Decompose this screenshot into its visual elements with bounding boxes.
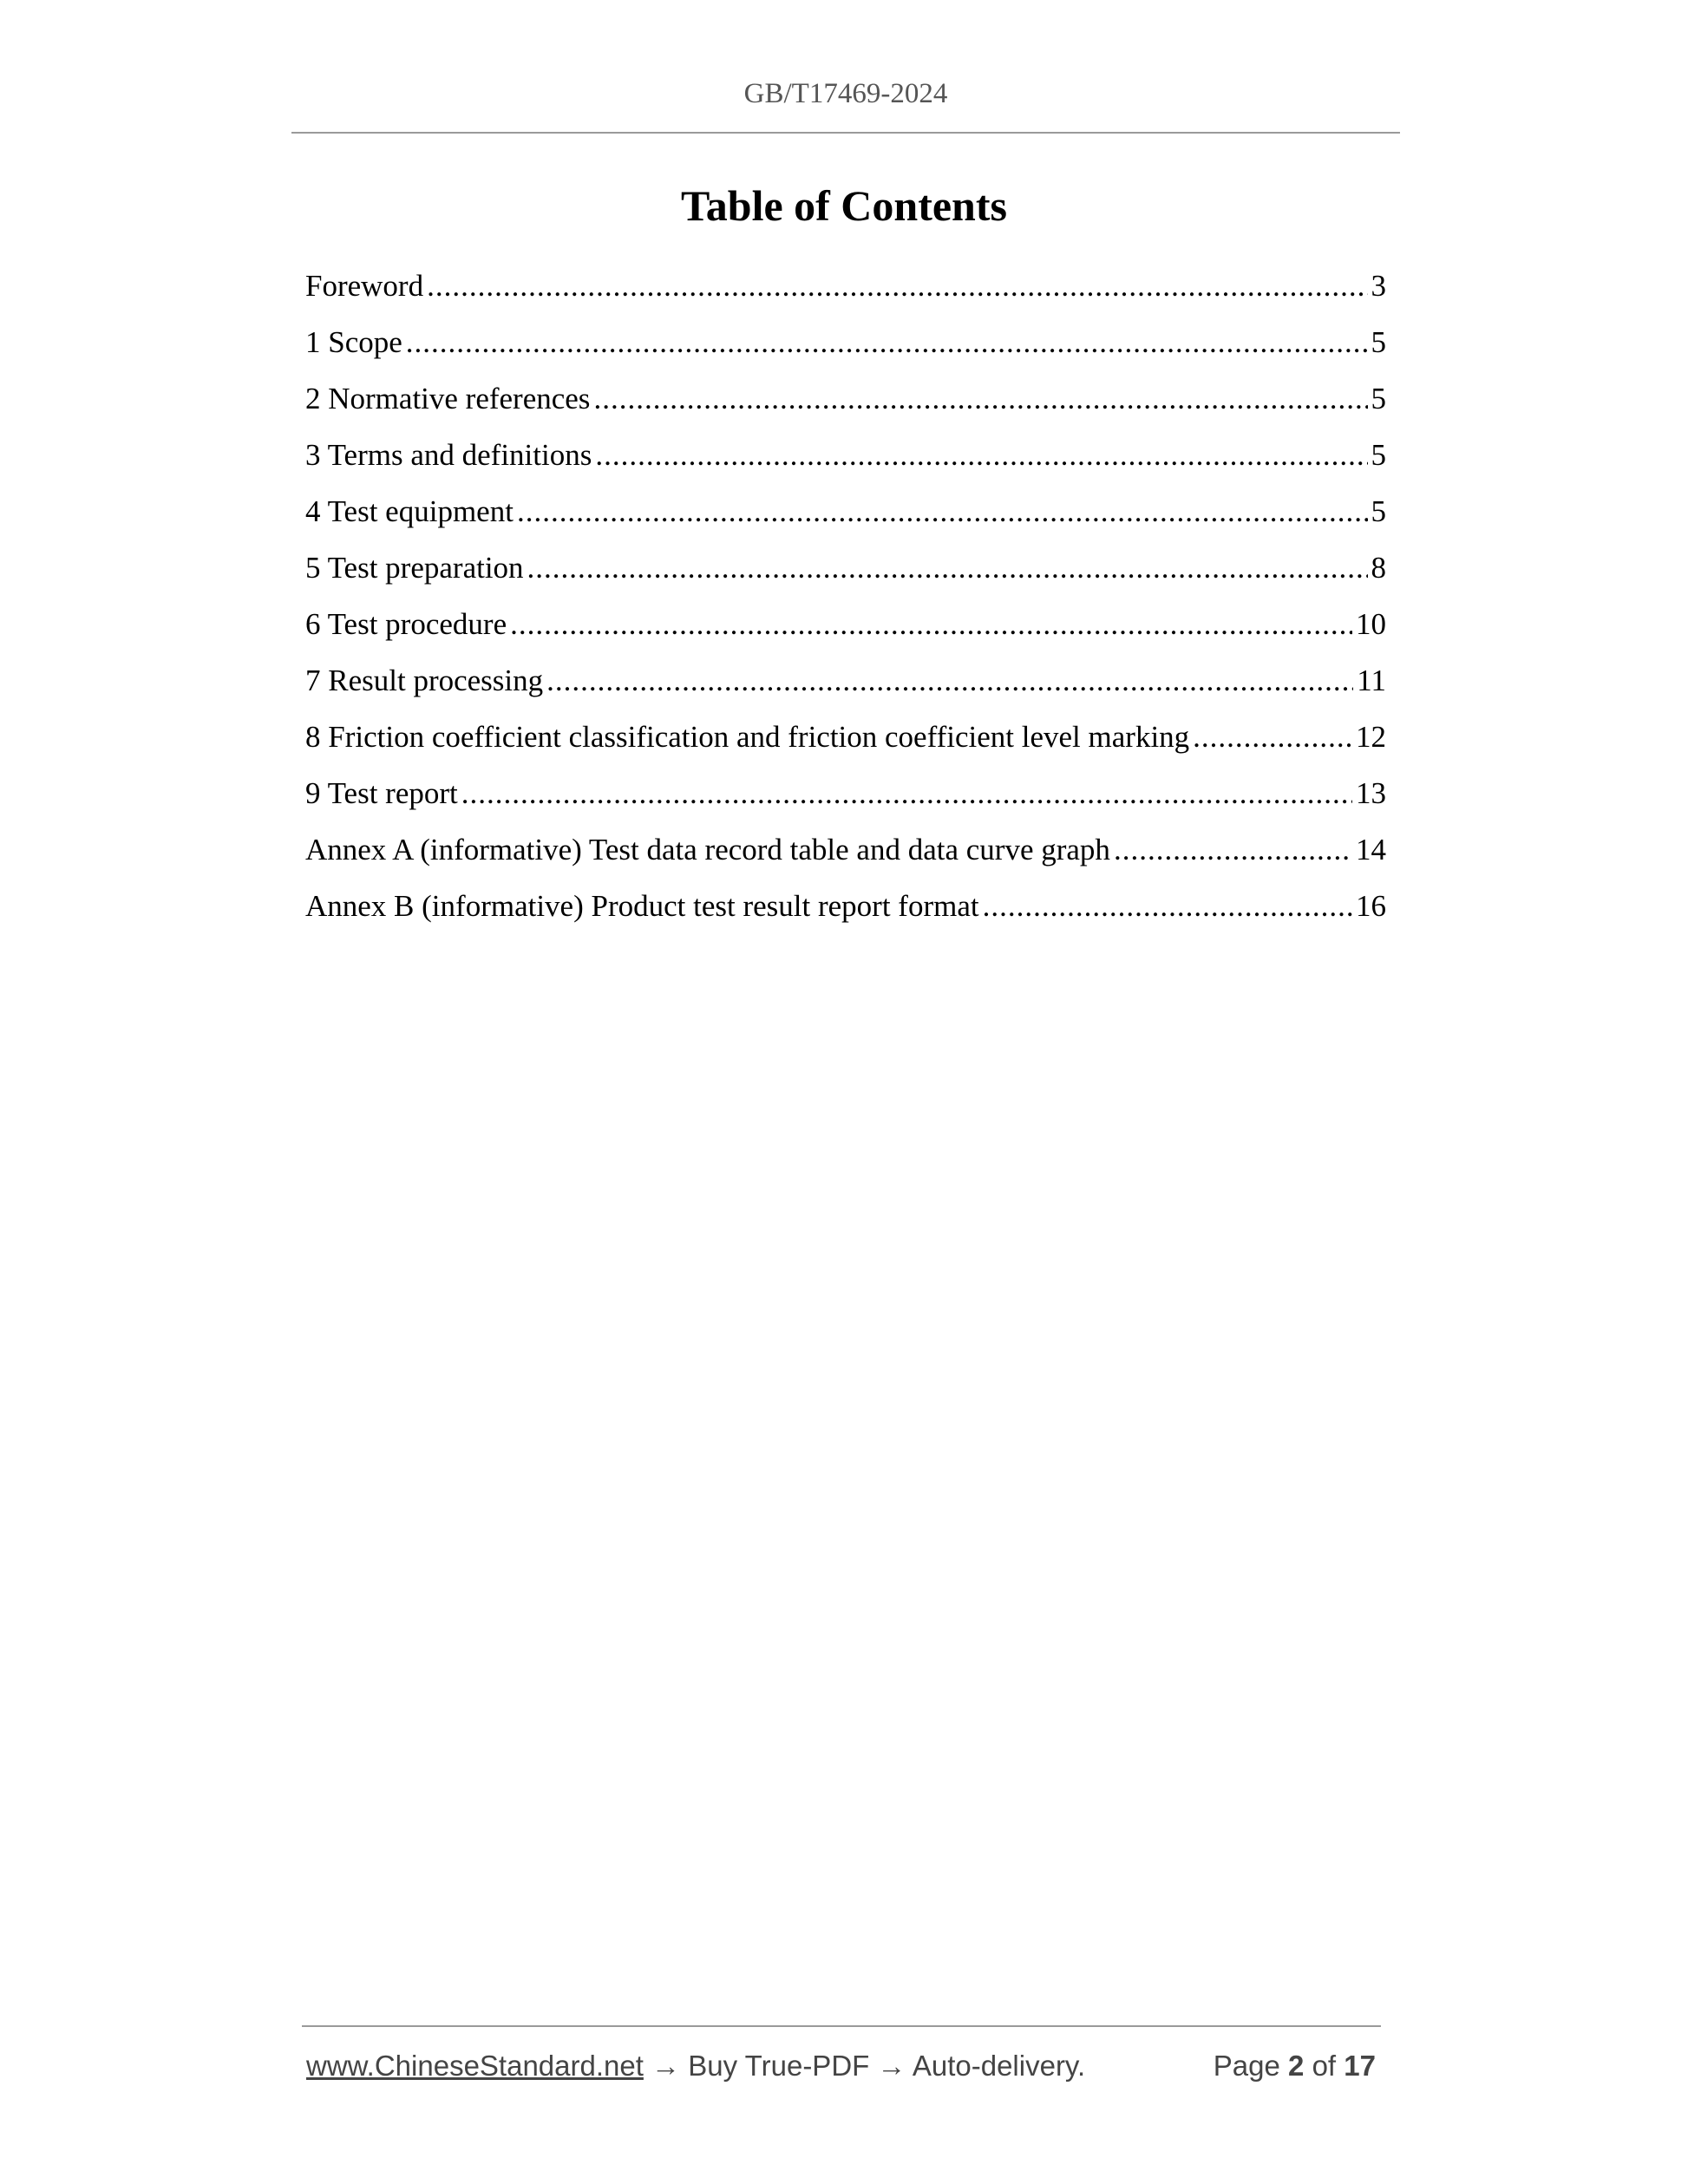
toc-entry-scope[interactable] [305,315,1386,371]
toc-entry-label: 3 Terms and definitions [305,438,592,472]
toc-entry-page: 5 [1371,494,1386,528]
toc-entry-page: 5 [1371,382,1386,415]
toc-entry-friction-coefficient-classification[interactable] [305,709,1386,766]
page-word: Page [1213,2050,1280,2082]
toc-entry-annex-a[interactable] [305,822,1386,879]
auto-delivery-text: Auto-delivery. [912,2050,1086,2082]
toc-entry-page: 11 [1357,664,1386,697]
toc-entry-test-procedure[interactable] [305,597,1386,653]
toc-dot-leader [510,597,1352,652]
page-header [291,75,1400,134]
total-pages-number: 17 [1344,2050,1376,2082]
toc-dot-leader [1193,709,1352,765]
toc-entry-page: 5 [1371,438,1386,472]
toc-entry-label: 2 Normative references [305,382,591,415]
toc-entry-result-processing[interactable] [305,653,1386,709]
toc-entry-page: 3 [1371,269,1386,303]
toc-dot-leader [593,371,1367,427]
toc-entry-page: 12 [1356,720,1386,754]
toc-entry-label: 1 Scope [305,325,402,359]
toc-entry-page: 16 [1356,889,1386,923]
toc-title: Table of Contents [681,181,1007,230]
toc-dot-leader [517,484,1368,539]
toc-entry-page: 14 [1356,833,1386,866]
toc-entry-label: 4 Test equipment [305,494,514,528]
toc-entry-annex-b[interactable] [305,879,1386,935]
toc-entry-page: 13 [1356,776,1386,810]
of-word: of [1312,2050,1337,2082]
current-page-number: 2 [1288,2050,1305,2082]
toc-entry-test-report[interactable] [305,766,1386,822]
arrow-right-icon: → [651,2050,681,2082]
footer-promo [306,2050,1085,2083]
toc-dot-leader [546,653,1353,709]
toc-entry-label: 9 Test report [305,776,458,810]
toc-dot-leader [427,258,1367,314]
toc-entry-page: 5 [1371,325,1386,359]
toc-entry-foreword[interactable] [305,258,1386,315]
arrow-right-icon: → [877,2050,906,2082]
toc-entry-label: 6 Test procedure [305,607,507,641]
toc-dot-leader [527,540,1368,596]
toc-entry-label: 5 Test preparation [305,551,524,585]
toc-dot-leader [595,428,1367,483]
buy-true-pdf-text: Buy True-PDF [688,2050,870,2082]
toc-entry-page: 10 [1356,607,1386,641]
toc-dot-leader [1114,822,1352,878]
toc-dot-leader [983,879,1352,934]
toc-list [305,258,1386,935]
toc-entry-label: Foreword [305,269,424,303]
toc-entry-label: 8 Friction coefficient classification and friction coefficient level marking [305,720,1190,754]
toc-entry-label: Annex B (informative) Product test result report format [305,889,979,923]
page-indicator [1214,2050,1376,2083]
toc-entry-page: 8 [1371,551,1386,585]
toc-entry-test-equipment[interactable] [305,484,1386,540]
toc-entry-test-preparation[interactable] [305,540,1386,597]
toc-dot-leader [406,315,1368,370]
toc-dot-leader [461,766,1352,821]
toc-entry-label: Annex A (informative) Test data record table and data curve graph [305,833,1110,866]
page-footer [302,2025,1381,2096]
toc-entry-normative-references[interactable] [305,371,1386,428]
toc-entry-label: 7 Result processing [305,664,544,697]
toc-entry-terms-and-definitions[interactable] [305,428,1386,484]
site-link[interactable]: www.ChineseStandard.net [306,2050,644,2082]
document-code: GB/T17469-2024 [743,78,948,109]
